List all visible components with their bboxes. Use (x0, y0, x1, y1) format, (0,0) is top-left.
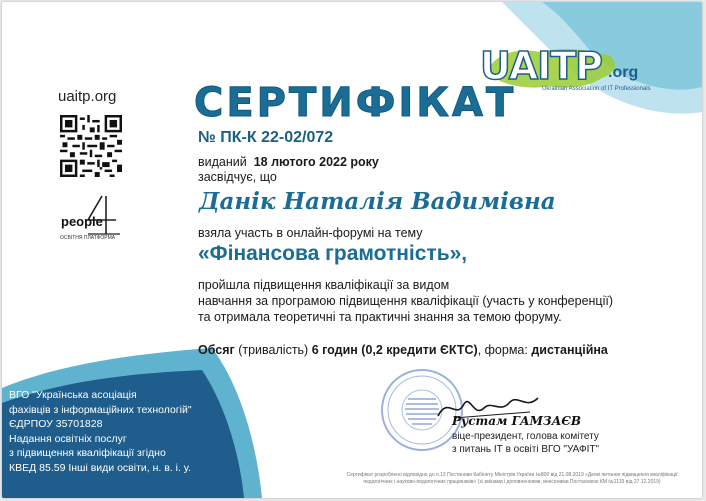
certificate-number: № ПК-К 22-02/072 (198, 129, 334, 146)
people4-logo (58, 194, 122, 247)
certifies-text: засвідчує, що (198, 170, 277, 184)
certificate-sheet (2, 2, 702, 498)
signatory-role (452, 430, 599, 456)
form-label: , форма: (477, 343, 528, 357)
volume-value: 6 годин (0,2 кредити ЄКТС) (311, 343, 478, 357)
volume-line (198, 343, 608, 357)
org-info-line: КВЕД 85.59 Інші види освіти, н. в. і. у. (9, 461, 191, 474)
legal-footer (332, 472, 692, 486)
training-line-2: навчання за програмою підвищення кваліфікації (участь у конференції) (198, 294, 614, 308)
org-info-line: фахівців з інформаційних технологій" (9, 403, 192, 416)
signatory-role-line: з питань ІТ в освіті ВГО "УАФІТ" (452, 444, 600, 455)
volume-paren: (тривалість) (238, 343, 309, 357)
uaitp-org: .org (608, 64, 639, 81)
training-line-3: та отримала теоретичні та практичні знання за темою форуму. (198, 310, 562, 324)
participation-text: взяла участь в онлайн-форумі на тему (198, 226, 423, 240)
uaitp-caption: Ukrainian Association of IT Professionals (542, 86, 651, 92)
website-url: uaitp.org (58, 88, 117, 105)
forum-topic: «Фінансова грамотність», (198, 242, 468, 265)
footer-line: Сертифікат розроблено відповідно до п.13 Постанови Кабінету Міністрів України №800 від 21.08.2019 «Деякі питання підвищення кваліфікації (346, 472, 678, 478)
training-line-1: пройшла підвищення кваліфікації за видом (198, 278, 450, 292)
recipient-name: Данік Наталія Вадимівна (199, 188, 556, 215)
issued-line (198, 155, 379, 169)
organization-info (9, 388, 219, 475)
certificate-title: СЕРТИФІКАТ (194, 80, 517, 126)
signatory-role-line: віце-президент, голова комітету (452, 431, 599, 442)
signatory-name: Рустам ГАМЗАЄВ (452, 414, 582, 428)
org-info-line: з підвищення кваліфікації згідно (9, 447, 166, 459)
people-word: people (61, 214, 103, 229)
org-info-line: Надання освітніх послуг (9, 432, 127, 445)
org-info-line: ВГО "Українська асоціація (9, 389, 137, 401)
org-info-line: ЄДРПОУ 35701828 (9, 418, 103, 430)
footer-line: педагогічних і науково-педагогічних працівників» (зі змінами і доповненнями, внесеними Постановою КМ №1133 від 27.12.2019) (363, 479, 661, 485)
people-caption: ОСВІТНЯ ПЛАТФОРМА (60, 235, 116, 241)
issued-date: 18 лютого 2022 року (253, 155, 379, 169)
issued-label: виданий (198, 155, 247, 169)
uaitp-wordmark: UAITP (480, 44, 603, 88)
form-value: дистанційна (531, 343, 608, 357)
qr-code (60, 115, 122, 177)
volume-label: Обсяг (198, 343, 235, 357)
